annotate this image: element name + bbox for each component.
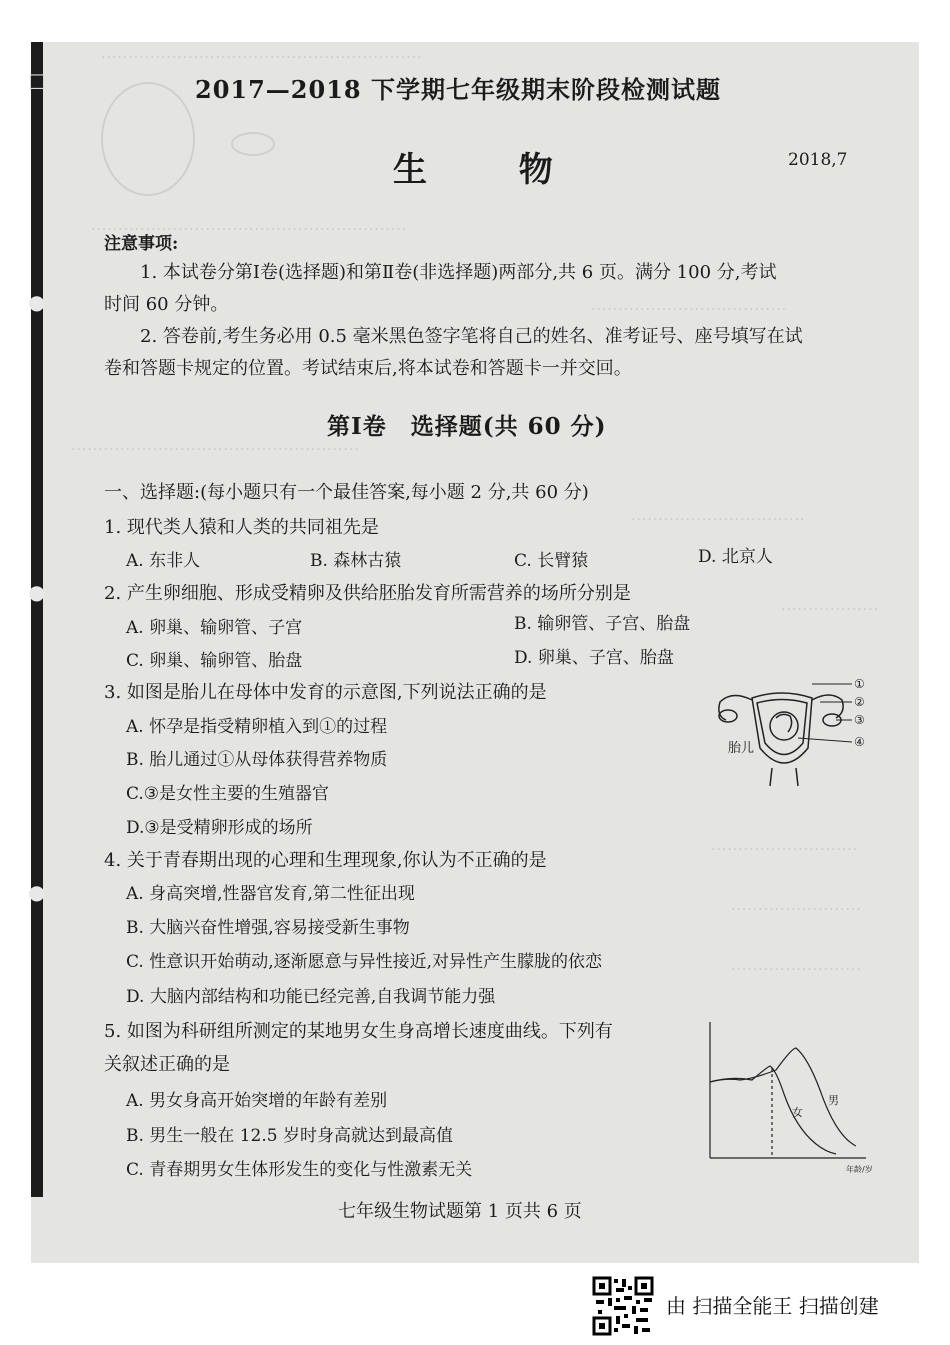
uterus-outline bbox=[752, 693, 812, 763]
diagram-label: ④ bbox=[854, 735, 865, 749]
question-option: A. 男女身高开始突增的年龄有差别 bbox=[126, 1091, 388, 1111]
diagram-label: ① bbox=[854, 677, 865, 691]
question-option: A. 卵巢、输卵管、子宫 bbox=[126, 618, 303, 638]
left-fallopian-tube bbox=[719, 695, 752, 720]
question-option: C. 青春期男女生体形发生的变化与性激素无关 bbox=[126, 1160, 473, 1180]
question-option: A. 身高突增,性器官发育,第二性征出现 bbox=[126, 884, 415, 904]
question-option: D. 卵巢、子宫、胎盘 bbox=[514, 648, 674, 668]
bleed-through-text: ························ bbox=[731, 902, 862, 918]
question-option: C. 卵巢、输卵管、胎盘 bbox=[126, 651, 303, 671]
diagram-label: ③ bbox=[854, 713, 865, 727]
bleed-through-text: ································ bbox=[631, 512, 806, 528]
question-option: B. 男生一般在 12.5 岁时身高就达到最高值 bbox=[126, 1126, 453, 1146]
bleed-through-drawing bbox=[231, 132, 275, 156]
subject-title bbox=[393, 142, 553, 191]
binding-edge bbox=[31, 42, 43, 1197]
question-option: A. 怀孕是指受精卵植入到①的过程 bbox=[126, 717, 388, 737]
fetus bbox=[770, 712, 798, 740]
bleed-through-text: ·························································· bbox=[91, 222, 408, 238]
note-line: 2. 答卷前,考生务必用 0.5 毫米黑色签字笔将自己的姓名、准考证号、座号填写在试 bbox=[140, 326, 803, 347]
question-stem: 3. 如图是胎儿在母体中发育的示意图,下列说法正确的是 bbox=[104, 682, 547, 703]
question-stem: 5. 如图为科研组所测定的某地男女生身高增长速度曲线。下列有 bbox=[104, 1021, 613, 1042]
page-footer: 七年级生物试题第 1 页共 6 页 bbox=[338, 1201, 582, 1222]
question-option: B. 胎儿通过①从母体获得营养物质 bbox=[126, 750, 388, 770]
question-option: D. 大脑内部结构和功能已经完善,自我调节能力强 bbox=[126, 987, 496, 1007]
bleed-through-text: ···································· bbox=[591, 302, 788, 318]
section-title: 第Ⅰ卷 选择题(共 60 分) bbox=[327, 413, 607, 440]
note-line: 1. 本试卷分第Ⅰ卷(选择题)和第Ⅱ卷(非选择题)两部分,共 6 页。满分 100 分,考试 bbox=[140, 262, 777, 283]
question-stem: 4. 关于青春期出现的心理和生理现象,你认为不正确的是 bbox=[104, 850, 547, 871]
uterus-diagram bbox=[712, 668, 872, 788]
binding-mark: ☐ bbox=[28, 70, 46, 94]
question-stem: 2. 产生卵细胞、形成受精卵及供给胚胎发育所需营养的场所分别是 bbox=[104, 583, 631, 604]
qr-code bbox=[592, 1276, 654, 1336]
fetus-label: 胎儿 bbox=[728, 741, 755, 756]
subject-char: 生 bbox=[393, 150, 427, 190]
x-axis-label: 年龄/岁 bbox=[846, 1165, 873, 1174]
bleed-through-text: ····················································· bbox=[71, 442, 360, 458]
section-instructions: 一、选择题:(每小题只有一个最佳答案,每小题 2 分,共 60 分) bbox=[104, 482, 589, 503]
question-option: D. 北京人 bbox=[698, 547, 773, 567]
question-option: B. 输卵管、子宫、胎盘 bbox=[514, 614, 691, 634]
bleed-through-text: ························ bbox=[731, 962, 862, 978]
female-curve bbox=[710, 1066, 836, 1154]
male-label: 男 bbox=[828, 1094, 839, 1107]
question-option: B. 大脑兴奋性增强,容易接受新生事物 bbox=[126, 918, 410, 938]
binding-mark: ● bbox=[28, 880, 46, 904]
exam-title: 2017—2018 下学期七年级期末阶段检测试题 bbox=[195, 75, 721, 104]
growth-rate-chart bbox=[696, 1018, 896, 1178]
bleed-through-drawing bbox=[101, 82, 195, 196]
question-option: A. 东非人 bbox=[126, 551, 201, 571]
diagram-label: ② bbox=[854, 695, 865, 709]
question-option: C.③是女性主要的生殖器官 bbox=[126, 784, 330, 804]
question-stem: 1. 现代类人猿和人类的共同祖先是 bbox=[104, 517, 379, 538]
bleed-through-text: ··························· bbox=[711, 842, 859, 858]
bleed-through-text: ·················· bbox=[781, 602, 880, 618]
question-option: C. 长臂猿 bbox=[514, 551, 589, 571]
scanner-watermark: 由 扫描全能王 扫描创建 bbox=[666, 1294, 879, 1318]
question-option: B. 森林古猿 bbox=[310, 551, 402, 571]
female-label: 女 bbox=[792, 1106, 803, 1119]
exam-date: 2018,7 bbox=[788, 150, 848, 170]
binding-mark: ● bbox=[28, 290, 46, 314]
note-line: 时间 60 分钟。 bbox=[104, 294, 229, 315]
notes-heading: 注意事项: bbox=[104, 234, 179, 254]
binding-mark: ● bbox=[28, 580, 46, 604]
question-option: D.③是受精卵形成的场所 bbox=[126, 818, 313, 838]
left-ovary bbox=[719, 710, 737, 722]
subject-char: 物 bbox=[518, 150, 553, 190]
question-option: C. 性意识开始萌动,逐渐愿意与异性接近,对异性产生朦胧的依恋 bbox=[126, 952, 603, 972]
question-stem-continued: 关叙述正确的是 bbox=[104, 1054, 230, 1075]
bleed-through-text: ··························································· bbox=[101, 50, 423, 66]
note-line: 卷和答题卡规定的位置。考试结束后,将本试卷和答题卡一并交回。 bbox=[104, 358, 632, 379]
